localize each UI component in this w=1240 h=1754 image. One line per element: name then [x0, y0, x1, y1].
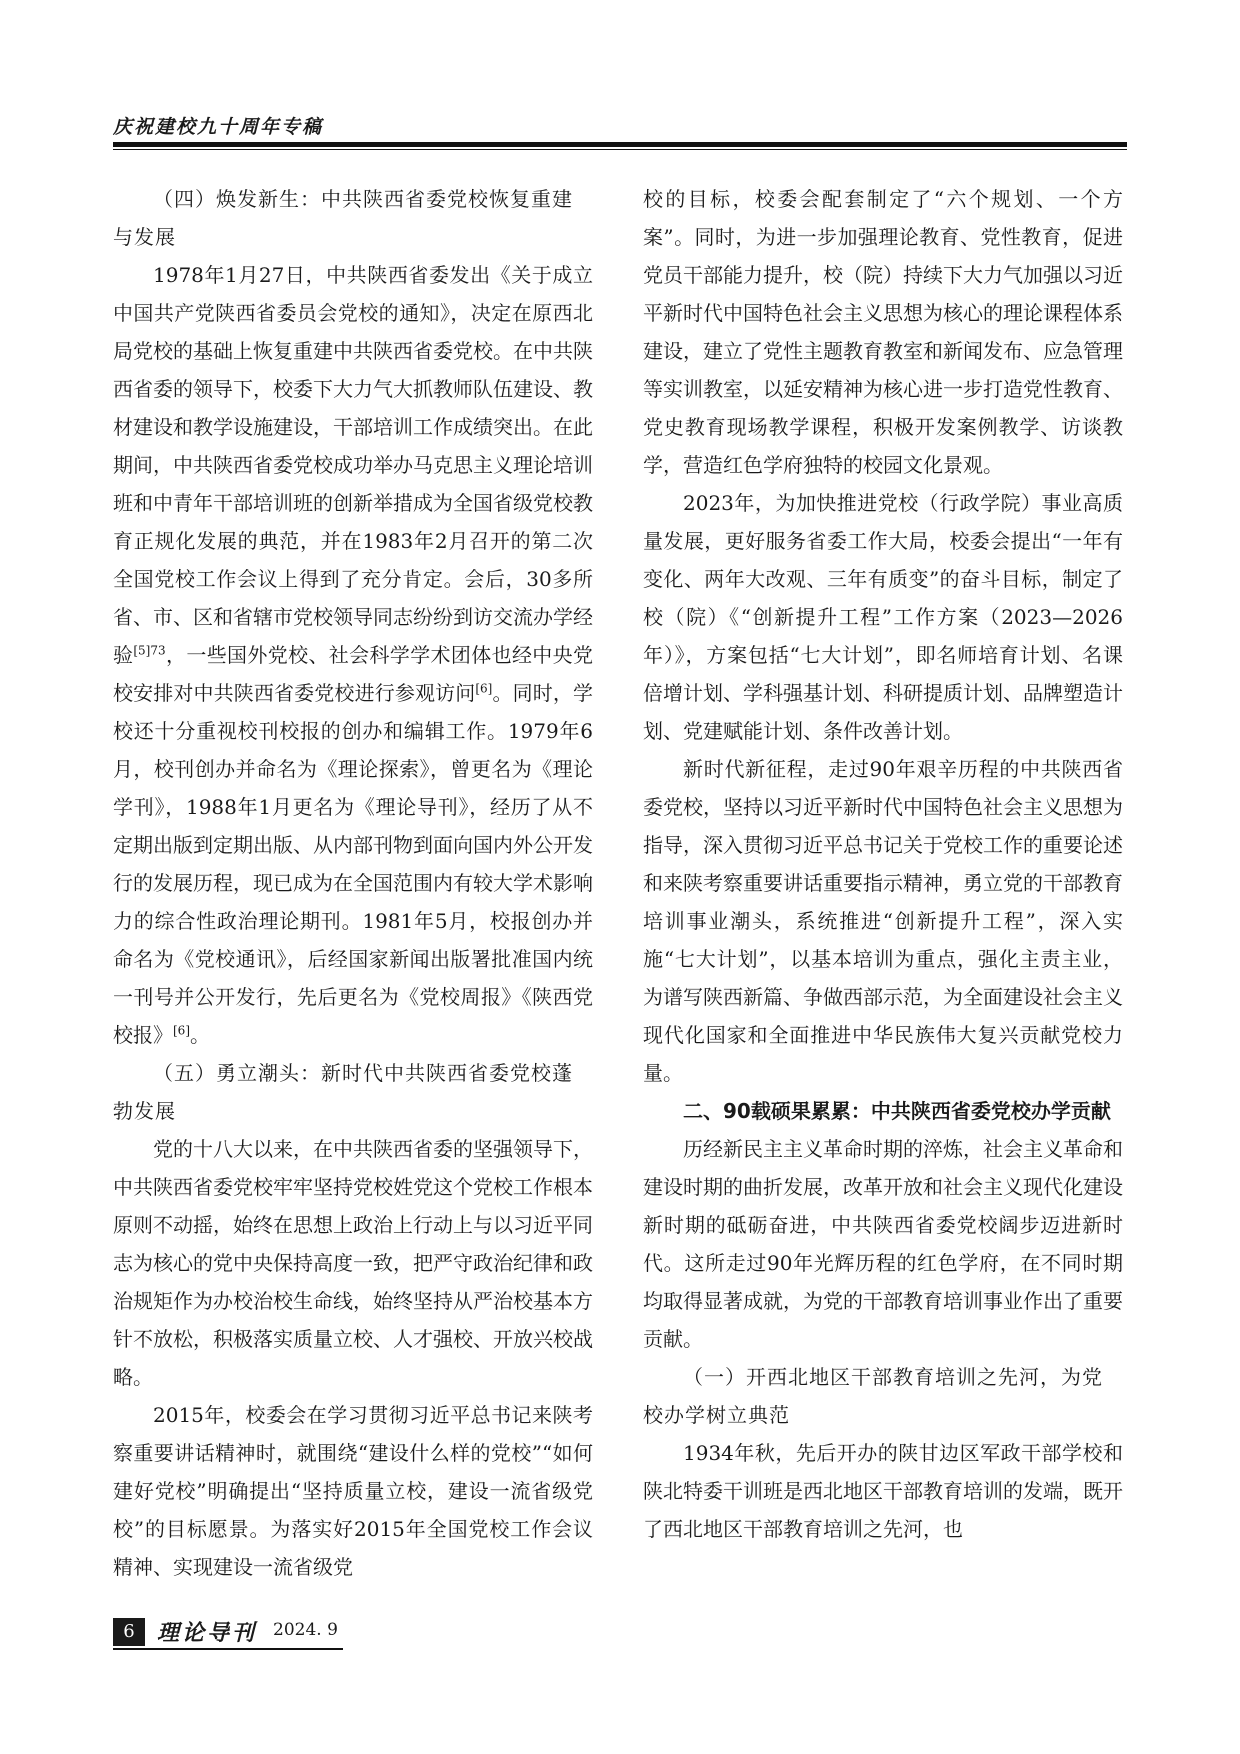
body-paragraph: 党的十八大以来，在中共陕西省委的坚强领导下，中共陕西省委党校牢牢坚持党校姓党这个党校工作根本原则不动摇，始终在思想上政治上行动上与以习近平同志为核心的党中央保持高度一致，把严守政治纪律和政治规矩作为办校治校生命线，始终坚持从严治校基本方针不放松，积极落实质量立校、人才强校、开放兴校战略。 [113, 1137, 593, 1389]
page-number: 6 [113, 1618, 145, 1646]
citation-ref: [6] [173, 1023, 190, 1038]
section-heading: 二、90载硕果累累：中共陕西省委党校办学贡献 [683, 1099, 1111, 1123]
body-paragraph: 历经新民主主义革命时期的淬炼，社会主义革命和建设时期的曲折发展，改革开放和社会主义现代化建设新时期的砥砺奋进，中共陕西省委党校阔步迈进新时代。这所走过90年光辉历程的红色学府，在不同时期均取得显著成就，为党的干部教育培训事业作出了重要贡献。 [643, 1137, 1123, 1351]
running-header: 庆祝建校九十周年专稿 [113, 116, 324, 138]
journal-name: 理论导刊 [157, 1620, 258, 1646]
body-paragraph: 2015年，校委会在学习贯彻习近平总书记来陕考察重要讲话精神时，就围绕“建设什么样的党校”“如何建好党校”明确提出“坚持质量立校，建设一流省级党校”的目标愿景。为落实好2015年全国党校工作会议精神、实现建设一流省级党 [113, 1403, 593, 1579]
body-paragraph: 1934年秋，先后开办的陕甘边区军政干部学校和陕北特委干训班是西北地区干部教育培训的发端，既开了西北地区干部教育培训之先河，也 [643, 1441, 1123, 1541]
header-rule-thin [113, 149, 1127, 150]
sub-heading: （四）焕发新生：中共陕西省委党校恢复重建与发展 [113, 187, 573, 249]
right-column [643, 180, 1123, 1548]
sub-heading: （五）勇立潮头：新时代中共陕西省委党校蓬勃发展 [113, 1061, 573, 1123]
body-paragraph: 新时代新征程，走过90年艰辛历程的中共陕西省委党校，坚持以习近平新时代中国特色社会主义思想为指导，深入贯彻习近平总书记关于党校工作的重要论述和来陕考察重要讲话重要指示精神，勇立党的干部教育培训事业潮头，系统推进“创新提升工程”，深入实施“七大计划”，以基本培训为重点，强化主责主业，为谱写陕西新篇、争做西部示范，为全面建设社会主义现代化国家和全面推进中华民族伟大复兴贡献党校力量。 [643, 757, 1123, 1085]
sub-heading: （一）开西北地区干部教育培训之先河，为党校办学树立典范 [643, 1365, 1103, 1427]
page-footer [113, 1618, 343, 1648]
body-paragraph: 2023年，为加快推进党校（行政学院）事业高质量发展，更好服务省委工作大局，校委会提出“一年有变化、两年大改观、三年有质变”的奋斗目标，制定了校（院）《“创新提升工程”工作方案（2023—2026年）》，方案包括“七大计划”，即名师培育计划、名课倍增计划、学科强基计划、科研提质计划、品牌塑造计划、党建赋能计划、条件改善计划。 [643, 491, 1123, 743]
left-column [113, 180, 593, 1586]
citation-ref: [6] [475, 681, 493, 696]
citation-ref: [5]73 [133, 643, 166, 658]
issue-date: 2024. 9 [273, 1620, 338, 1640]
footer-rule [113, 1648, 343, 1650]
header-rule [113, 142, 1127, 147]
body-paragraph: 校的目标，校委会配套制定了“六个规划、一个方案”。同时，为进一步加强理论教育、党性教育，促进党员干部能力提升，校（院）持续下大力气加强以习近平新时代中国特色社会主义思想为核心的理论课程体系建设，建立了党性主题教育教室和新闻发布、应急管理等实训教室，以延安精神为核心进一步打造党性教育、党史教育现场教学课程，积极开发案例教学、访谈教学，营造红色学府独特的校园文化景观。 [643, 187, 1123, 477]
body-paragraph: 1978年1月27日，中共陕西省委发出《关于成立中国共产党陕西省委员会党校的通知》，决定在原西北局党校的基础上恢复重建中共陕西省委党校。在中共陕西省委的领导下，校委下大力气大抓教师队伍建设、教材建设和教学设施建设，干部培训工作成绩突出。在此期间，中共陕西省委党校成功举办马克思主义理论培训班和中青年干部培训班的创新举措成为全国省级党校教育正规化发展的典范，并在1983年2月召开的第二次全国党校工作会议上得到了充分肯定。会后，30多所省、市、区和省辖市党校领导同志纷纷到访交流办学经验$^{[5]73}$，一些国外党校、社会科学学术团体也经中央党校安排对中共陕西省委党校进行参观访问[6]。同时，学校还十分重视校刊校报的创办和编辑工作。1979年6月，校刊创办并命名为《理论探索》，曾更名为《理论学刊》，1988年1月更名为《理论导刊》，经历了从不定期出版到定期出版、从内部刊物到面向国内外公开发行的发展历程，现已成为在全国范围内有较大学术影响力的综合性政治理论期刊。1981年5月，校报创办并命名为《党校通讯》，后经国家新闻出版署批准国内统一刊号并公开发行，先后更名为《党校周报》《陕西党校报》[6]。 [113, 263, 594, 1047]
